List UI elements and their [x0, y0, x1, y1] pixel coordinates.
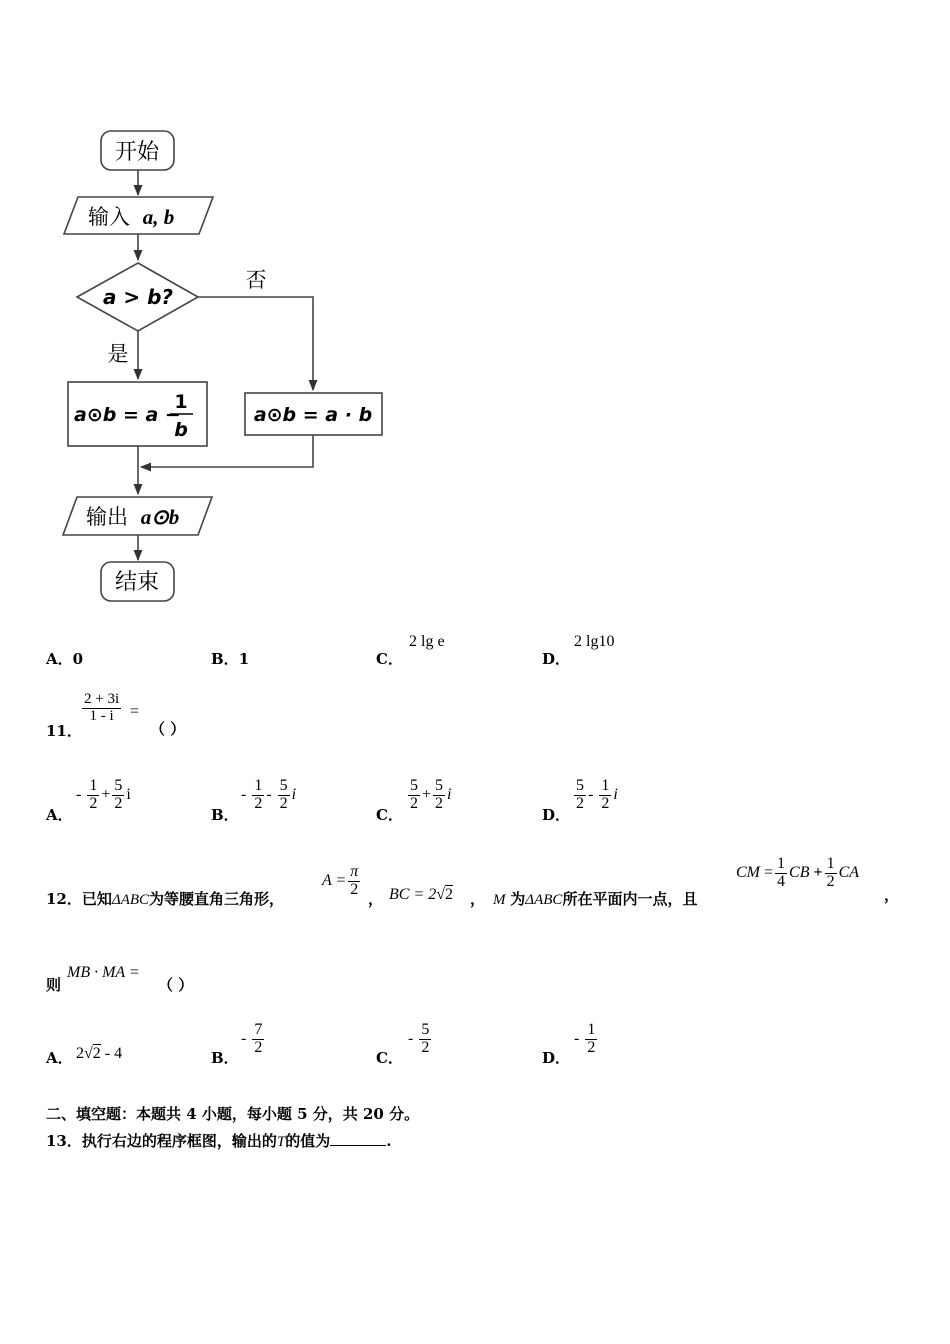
- q12-comma-1: ，: [368, 890, 384, 908]
- no-label: 否: [245, 268, 267, 292]
- q11-number: 11．: [46, 722, 82, 740]
- q11-paren: （ ）: [150, 720, 186, 738]
- process-no-expr: a⊙b = a · b: [253, 404, 373, 426]
- q10-option-c-value: 2 lg e: [409, 633, 445, 650]
- process-yes-expr: a⊙b = a −: [74, 404, 181, 426]
- q13-answer-blank[interactable]: [330, 1131, 386, 1146]
- input-label: 输入 a, b: [88, 205, 175, 229]
- start-label: 开始: [114, 140, 160, 165]
- q12-stem-part1: 12．已知ΔABC为等腰直角三角形，: [46, 890, 285, 908]
- q12-option-d: D．: [542, 1049, 571, 1067]
- q11-fraction: $\frac{2 + 3i}{1 - i}$: [84, 691, 120, 724]
- q10-option-d: D．: [542, 650, 571, 668]
- q12-option-c-value: - $\frac{5}{2}$: [408, 1021, 430, 1056]
- q12-paren: （ ）: [158, 976, 194, 994]
- q11-option-d-value: $\frac{5}{2}$ - $\frac{1}{2}$ i: [576, 777, 618, 812]
- q12-vector-equation: CM = $\frac{1}{4}$ CB + $\frac{1}{2}$ CA: [736, 855, 860, 890]
- q12-option-c: C．: [376, 1049, 403, 1067]
- q11-option-b: B．: [211, 806, 239, 824]
- end-label: 结束: [114, 570, 160, 595]
- q12-angle-a: A = $\frac{\pi}{2}$: [322, 863, 359, 898]
- q12-dot-product: MB · MA =: [67, 964, 140, 981]
- q10-option-b: B．1: [211, 650, 250, 668]
- flowchart: [0, 0, 420, 620]
- q12-stem-part2: M 为ΔABC所在平面内一点，且: [493, 890, 698, 908]
- output-label: 输出 a⊙b: [86, 505, 180, 529]
- q10-option-a: A．0: [46, 650, 84, 668]
- q12-then: 则: [46, 976, 62, 994]
- q11-option-c-value: $\frac{5}{2}$ + $\frac{5}{2}$ i: [410, 777, 452, 812]
- q11-option-a-value: - $\frac{1}{2}$ + $\frac{5}{2}$ i: [76, 777, 131, 812]
- decision-label: a > b?: [102, 285, 174, 309]
- q11-option-d: D．: [542, 806, 571, 824]
- q12-comma-2: ，: [470, 890, 486, 908]
- section-2-heading: 二、填空题：本题共 4 小题，每小题 5 分，共 20 分。: [46, 1105, 420, 1123]
- q12-option-d-value: - $\frac{1}{2}$: [574, 1021, 596, 1056]
- process-yes-num: 1: [174, 391, 188, 413]
- q11-option-b-value: - $\frac{1}{2}$ - $\frac{5}{2}$ i: [241, 777, 297, 812]
- q12-option-a: A．: [46, 1049, 73, 1067]
- q12-comma-3: ，: [884, 886, 900, 904]
- q10-option-c: C．: [376, 650, 403, 668]
- q12-option-a-value: 2√2 - 4: [76, 1045, 123, 1062]
- yes-label: 是: [107, 342, 129, 366]
- input-box: [64, 197, 213, 234]
- q12-option-b-value: - $\frac{7}{2}$: [241, 1021, 263, 1056]
- q12-bc-length: BC = 2√2: [389, 886, 454, 903]
- question-13: 13．执行右边的程序框图，输出的T的值为 .: [46, 1132, 392, 1150]
- q11-option-c: C．: [376, 806, 403, 824]
- q11-option-a: A．: [46, 806, 73, 824]
- q11-equals: =: [130, 703, 140, 720]
- q10-option-d-value: 2 lg10: [574, 633, 615, 650]
- process-yes-den: b: [174, 419, 188, 441]
- q12-option-b: B．: [211, 1049, 239, 1067]
